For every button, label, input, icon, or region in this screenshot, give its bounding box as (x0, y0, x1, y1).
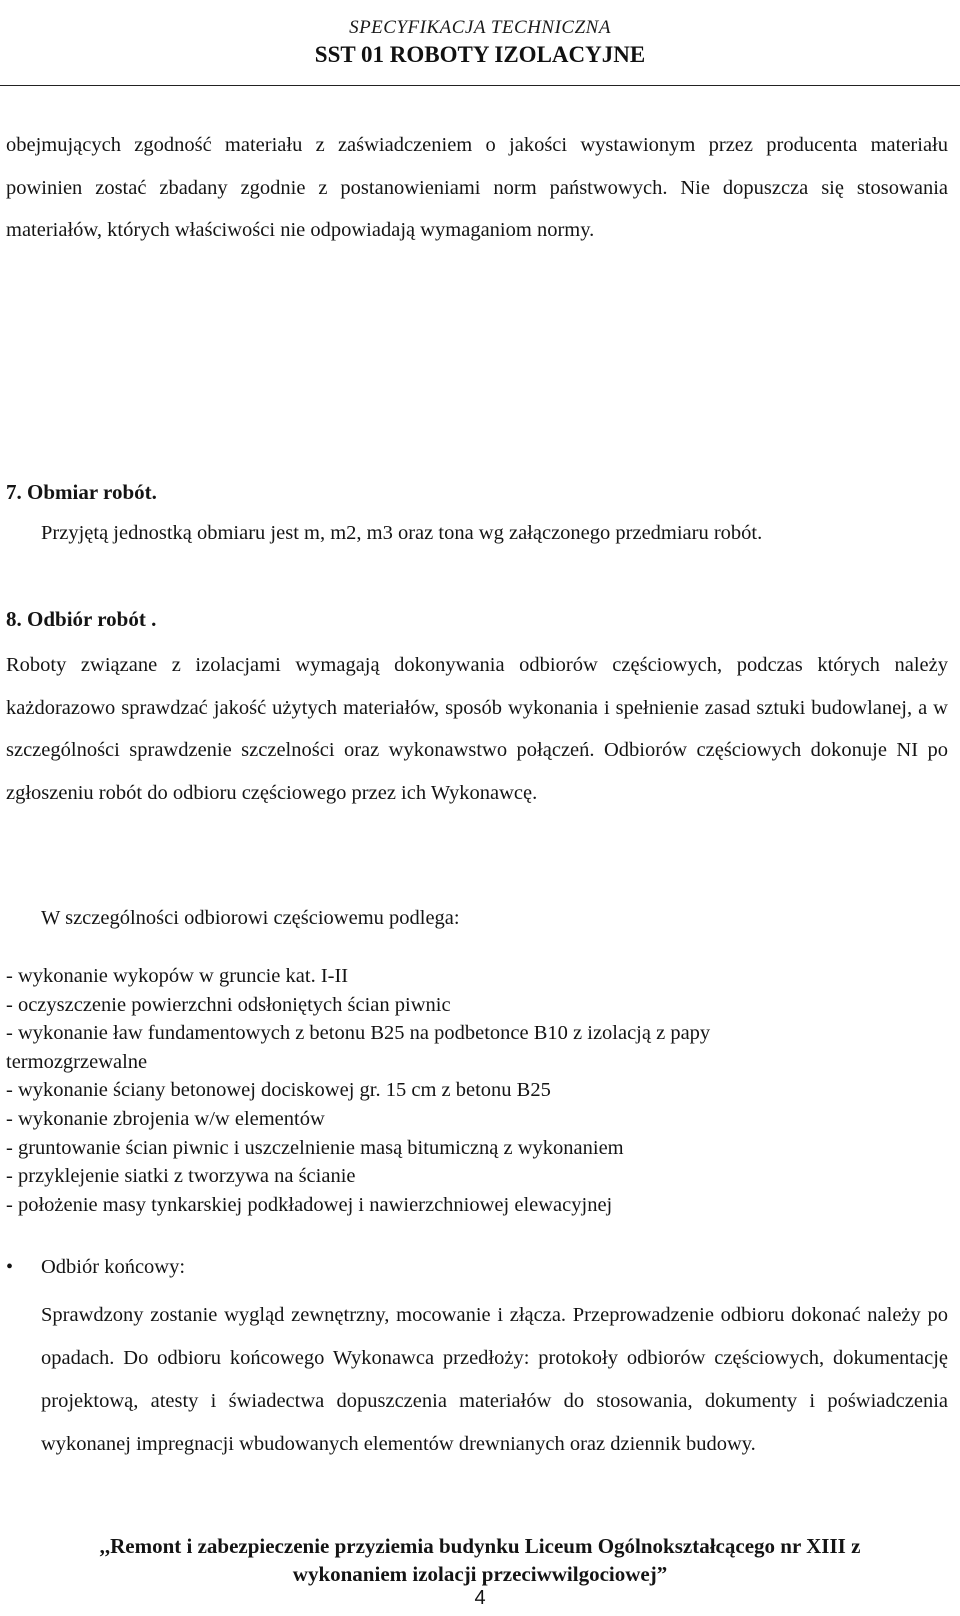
partial-acceptance-intro: W szczególności odbiorowi częściowemu podlega: (41, 907, 460, 929)
footer-line-2: wykonaniem izolacji przeciwwilgociowej” (292, 1562, 668, 1586)
list-item: termozgrzewalne (6, 1050, 148, 1073)
final-acceptance-paragraph: Sprawdzony zostanie wygląd zewnętrzny, mocowanie i złącza. Przeprowadzenie odbioru dokonać należy po opadach. Do odbioru końcowego Wykonawca przedłoży: protokoły odbiorów częściowych, dokumentację projektową, atesty i świadectwa dopuszczenia materiałów do stosowania, dokumenty i poświadczenia wykonanej impregnacji wbudowanych elementów drewnianych oraz dziennik budowy. (41, 1304, 948, 1455)
footer-line-1: ,,Remont i zabezpieczenie przyziemia budynku Liceum Ogólnokształcącego nr XIII z (99, 1534, 861, 1558)
list-item: - przyklejenie siatki z tworzywa na ścianie (6, 1165, 356, 1188)
section-7-heading: 7. Obmiar robót. (6, 480, 157, 504)
header-title: SST 01 ROBOTY IZOLACYJNE (314, 42, 646, 67)
section-7-text: Przyjętą jednostką obmiaru jest m, m2, m3 oraz tona wg załączonego przedmiaru robót. (41, 522, 763, 544)
final-acceptance-title: Odbiór końcowy: (41, 1256, 186, 1278)
section-8-paragraph: Roboty związane z izolacjami wymagają dokonywania odbiorów częściowych, podczas których należy każdorazowo sprawdzać jakość użytych materiałów, sposób wykonania i spełnienie zasad sztuki budowlanej, a w szczególności sprawdzenie szczelności oraz wykonawstwo połączeń. Odbiorów częściowych dokonuje NI po zgłoszeniu robót do odbioru częściowego przez ich Wykonawcę. (6, 654, 948, 805)
list-item: - gruntowanie ścian piwnic i uszczelnienie masą bitumiczną z wykonaniem (6, 1136, 624, 1159)
list-item: - położenie masy tynkarskiej podkładowej i nawierzchniowej elewacyjnej (6, 1193, 613, 1216)
header-divider (0, 85, 960, 86)
list-item: - wykonanie ław fundamentowych z betonu B25 na podbetonce B10 z izolacją z papy (6, 1022, 711, 1045)
document-footer (0, 1532, 960, 1588)
list-item: - wykonanie wykopów w gruncie kat. I-II (6, 965, 349, 987)
section-8-heading: 8. Odbiór robót . (6, 607, 157, 631)
page-number: 4 (474, 1587, 486, 1609)
header-subtitle: SPECYFIKACJA TECHNICZNA (349, 17, 611, 38)
list-item: - wykonanie zbrojenia w/w elementów (6, 1107, 325, 1130)
document-header (0, 16, 960, 70)
intro-paragraph: obejmujących zgodność materiału z zaświadczeniem o jakości wystawionym przez producenta materiału powinien zostać zbadany zgodnie z postanowieniami norm państwowych. Nie dopuszcza się stosowania materiałów, których właściwości nie odpowiadają wymaganiom normy. (6, 134, 948, 242)
bullet-icon: • (6, 1256, 14, 1278)
list-item: - oczyszczenie powierzchni odsłoniętych ścian piwnic (6, 993, 451, 1016)
list-item: - wykonanie ściany betonowej dociskowej gr. 15 cm z betonu B25 (6, 1079, 551, 1102)
partial-acceptance-list (6, 962, 948, 1219)
